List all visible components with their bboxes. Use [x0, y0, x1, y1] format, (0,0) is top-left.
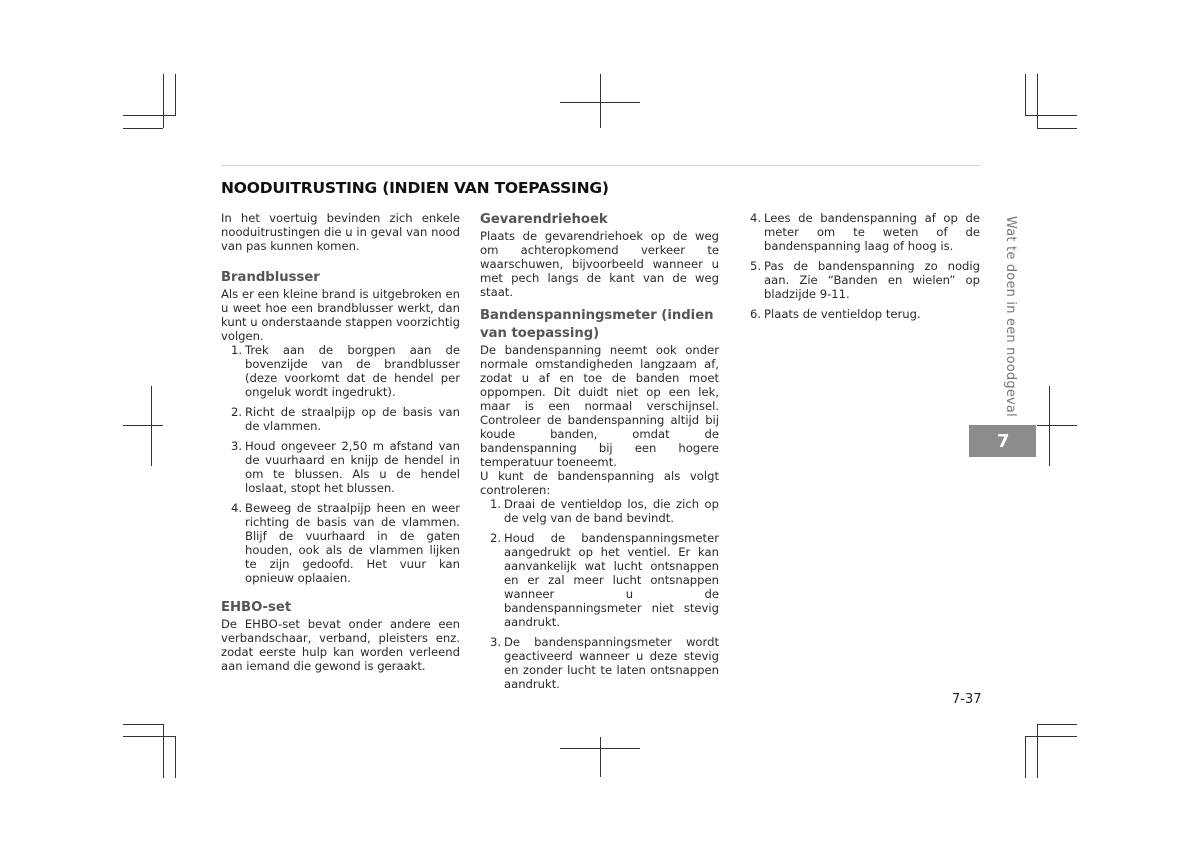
list-item — [480, 635, 719, 691]
gevarendriehoek-paragraph: Plaats de gevarendriehoek op de weg om achteropkomend verkeer te waarschuwen, bijvoorbeeld wanneer u met pech langs de kant van de weg staat. — [480, 229, 719, 299]
step-text: Draai de ventieldop los, die zich op de velg van de band bevindt. — [504, 497, 719, 525]
step-number: 5. — [750, 259, 762, 273]
step-number: 3. — [490, 635, 502, 649]
list-item — [480, 531, 719, 629]
heading-gevarendriehoek: Gevarendriehoek — [480, 212, 608, 227]
step-text: Pas de bandenspanning zo nodig aan. Zie “Banden en wielen” op bladzijde 9-11. — [764, 259, 980, 301]
page-title: NOODUITRUSTING (INDIEN VAN TOEPASSING) — [221, 179, 609, 197]
chapter-side-label: Wat te doen in een noodgeval — [1003, 216, 1018, 417]
chapter-number-tab: 7 — [969, 425, 1036, 457]
list-item — [221, 439, 460, 495]
step-text: Richt de straalpijp op de basis van de vlammen. — [245, 405, 460, 433]
step-number: 3. — [231, 439, 243, 453]
list-item — [221, 343, 460, 399]
step-number: 4. — [231, 501, 243, 515]
bandenspanning-intro-steps: U kunt de bandenspanning als volgt controleren: — [480, 469, 719, 497]
step-number: 1. — [231, 343, 243, 357]
step-number: 2. — [231, 405, 243, 419]
bandenspanning-steps — [480, 497, 719, 691]
list-item — [221, 501, 460, 585]
header-rule — [221, 165, 980, 166]
heading-ehbo-set: EHBO-set — [221, 600, 292, 615]
step-number: 4. — [750, 211, 762, 225]
ehbo-paragraph: De EHBO-set bevat onder andere een verbandschaar, verband, pleisters enz. zodat eerste hulp kan worden verleend aan iemand die gewond is geraakt. — [221, 617, 460, 673]
page-number: 7-37 — [952, 692, 982, 707]
list-item — [740, 211, 980, 253]
step-text: Plaats de ventieldop terug. — [764, 307, 921, 321]
step-number: 2. — [490, 531, 502, 545]
heading-brandblusser: Brandblusser — [221, 270, 320, 285]
step-text: Lees de bandenspanning af op de meter om te weten of de bandenspanning laag of hoog is. — [764, 211, 980, 253]
step-text: Houd de bandenspanningsmeter aangedrukt op het ventiel. Er kan aanvankelijk wat lucht ontsnappen en er zal meer lucht ontsnappen wanneer u de bandenspanningsmeter niet stevig aandrukt. — [504, 531, 719, 629]
list-item — [480, 497, 719, 525]
list-item — [221, 405, 460, 433]
column-3 — [740, 211, 980, 327]
heading-bandenspanningsmeter: Bandenspanningsmeter (indien van toepassing) — [480, 308, 714, 341]
step-text: Beweeg de straalpijp heen en weer richting de basis van de vlammen. Blijf de vuurhaard in de gaten houden, ook als de vlammen lijken te zijn gedoofd. Het vuur kan opnieuw oplaaien. — [245, 501, 460, 585]
step-number: 1. — [490, 497, 502, 511]
list-item — [740, 307, 980, 321]
column-2 — [480, 211, 719, 697]
step-text: Houd ongeveer 2,50 m afstand van de vuurhaard en knijp de hendel in om te blussen. Als u de hendel loslaat, stopt het blussen. — [245, 439, 460, 495]
list-item — [740, 259, 980, 301]
bandenspanning-steps-continued — [740, 211, 980, 321]
brandblusser-steps — [221, 343, 460, 585]
intro-paragraph: In het voertuig bevinden zich enkele nooduitrustingen die u in geval van nood van pas kunnen komen. — [221, 211, 460, 253]
column-1 — [221, 211, 460, 673]
brandblusser-paragraph: Als er een kleine brand is uitgebroken en u weet hoe een brandblusser werkt, dan kunt u onderstaande stappen voorzichtig volgen. — [221, 287, 460, 343]
bandenspanning-paragraph: De bandenspanning neemt ook onder normale omstandigheden langzaam af, zodat u af en toe de banden moet oppompen. Dit duidt niet op een lek, maar is een normaal verschijnsel. Controleer de bandenspanning altijd bij koude banden, omdat de bandenspanning bij een hogere temperatuur toeneemt. — [480, 343, 719, 469]
step-text: De bandenspanningsmeter wordt geactiveerd wanneer u deze stevig en zonder lucht te laten ontsnappen aandrukt. — [504, 635, 719, 691]
step-text: Trek aan de borgpen aan de bovenzijde van de brandblusser (deze voorkomt dat de hendel per ongeluk wordt ingedrukt). — [245, 343, 460, 399]
step-number: 6. — [750, 307, 762, 321]
